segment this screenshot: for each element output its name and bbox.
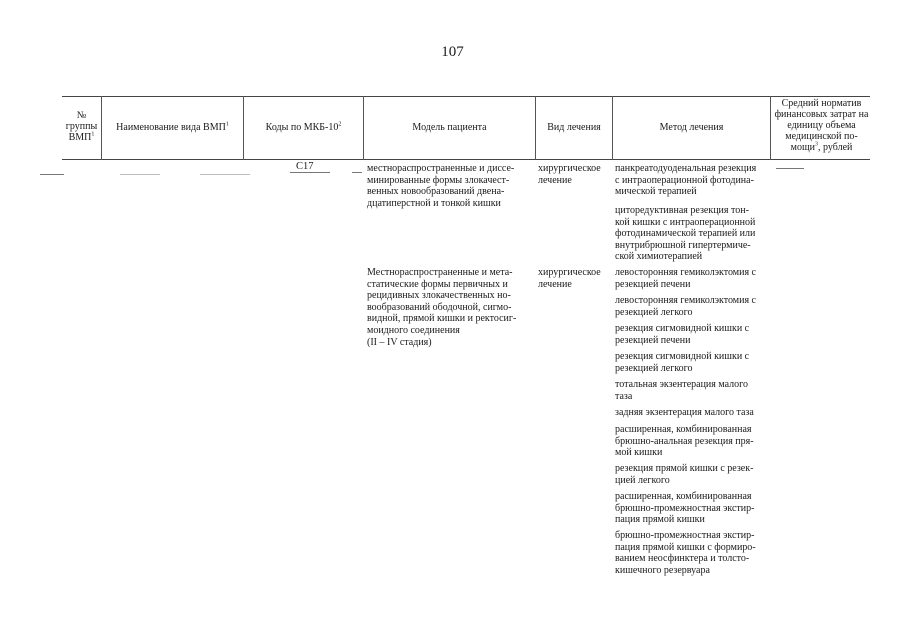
patient-model-cell: местнораспространенные и диссе- минированные формы злокачест- венных новообразований двена- дцатиперстной и тонкой кишки [367, 163, 515, 209]
header-vmp-name [102, 122, 243, 133]
treatment-method-item: резекция сигмовидной кишки с резекцией легкого [615, 351, 750, 374]
header-treatment-type [536, 122, 612, 133]
header-treatment-method [613, 122, 770, 133]
scan-artifact-line [776, 168, 804, 169]
footnote-ref: 1 [225, 121, 229, 128]
treatment-method-item: левосторонняя гемиколэктомия с резекцией легкого [615, 295, 756, 318]
header-group-number [62, 110, 101, 143]
footnote-ref: 1 [91, 131, 95, 138]
treatment-method-item: тотальная экзентерация малого таза [615, 379, 749, 402]
table-header-bottom-rule [62, 159, 870, 160]
treatment-method-item: брюшно-промежностная экстир- пация прямой кишки с формиро- ванием неосфинктера и толсто- кишечного резервуара [615, 530, 756, 576]
treatment-method-item: панкреатодуоденальная резекция с интраоперационной фотодина- мической терапией [615, 163, 757, 198]
treatment-method-item: циторедуктивная резекция тон- кой кишки с интраоперационной фотодинамической терапией или внутрибрюшной гипертермиче- ской химиотерапией [615, 205, 756, 263]
scan-artifact-line [120, 174, 160, 175]
col-divider [770, 96, 771, 160]
footnote-ref: 3 [815, 141, 819, 148]
treatment-method-item: резекция прямой кишки с резек- цией легкого [615, 463, 754, 486]
icd-code-cell: C17 [296, 161, 314, 172]
header-cost-norm [773, 98, 870, 153]
header-icd-codes [244, 122, 363, 133]
treatment-method-item: расширенная, комбинированная брюшно-промежностная экстир- пация прямой кишки [615, 491, 755, 526]
scan-artifact-line [352, 172, 362, 173]
header-group-number-text: № группы ВМП [65, 110, 98, 143]
header-icd-codes-text: Коды по МКБ-10 [265, 122, 339, 133]
scan-artifact-line [40, 174, 64, 175]
header-patient-model-text: Модель пациента [412, 122, 487, 133]
header-treatment-method-text: Метод лечения [659, 122, 724, 133]
header-cost-norm-unit: , рублей [818, 142, 853, 153]
header-patient-model [364, 122, 535, 133]
treatment-method-item: резекция сигмовидной кишки с резекцией печени [615, 323, 750, 346]
treatment-method-item: расширенная, комбинированная брюшно-анальная резекция пря- мой кишки [615, 424, 754, 459]
header-vmp-name-text: Наименование вида ВМП [116, 122, 226, 133]
table-top-rule [62, 96, 870, 97]
page-number: 107 [441, 44, 464, 60]
header-treatment-type-text: Вид лечения [547, 122, 601, 133]
footnote-ref: 2 [338, 121, 342, 128]
treatment-method-item: левосторонняя гемиколэктомия с резекцией печени [615, 267, 756, 290]
treatment-type-cell: хирургическое лечение [538, 163, 601, 186]
patient-model-cell: Местнораспространенные и мета- статические формы первичных и рецидивных злокачественных но- вообразований ободочной, сигмо- видной, прямой кишки и ректосиг- моидного соединения (II – IV стадия) [367, 267, 517, 348]
header-cost-norm-text: Средний норматив финансовых затрат на единицу объема медицинской по-мощи [774, 98, 869, 153]
treatment-type-cell: хирургическое лечение [538, 267, 601, 290]
scan-artifact-line [200, 174, 250, 175]
treatment-method-item: задняя экзентерация малого таза [615, 407, 754, 418]
